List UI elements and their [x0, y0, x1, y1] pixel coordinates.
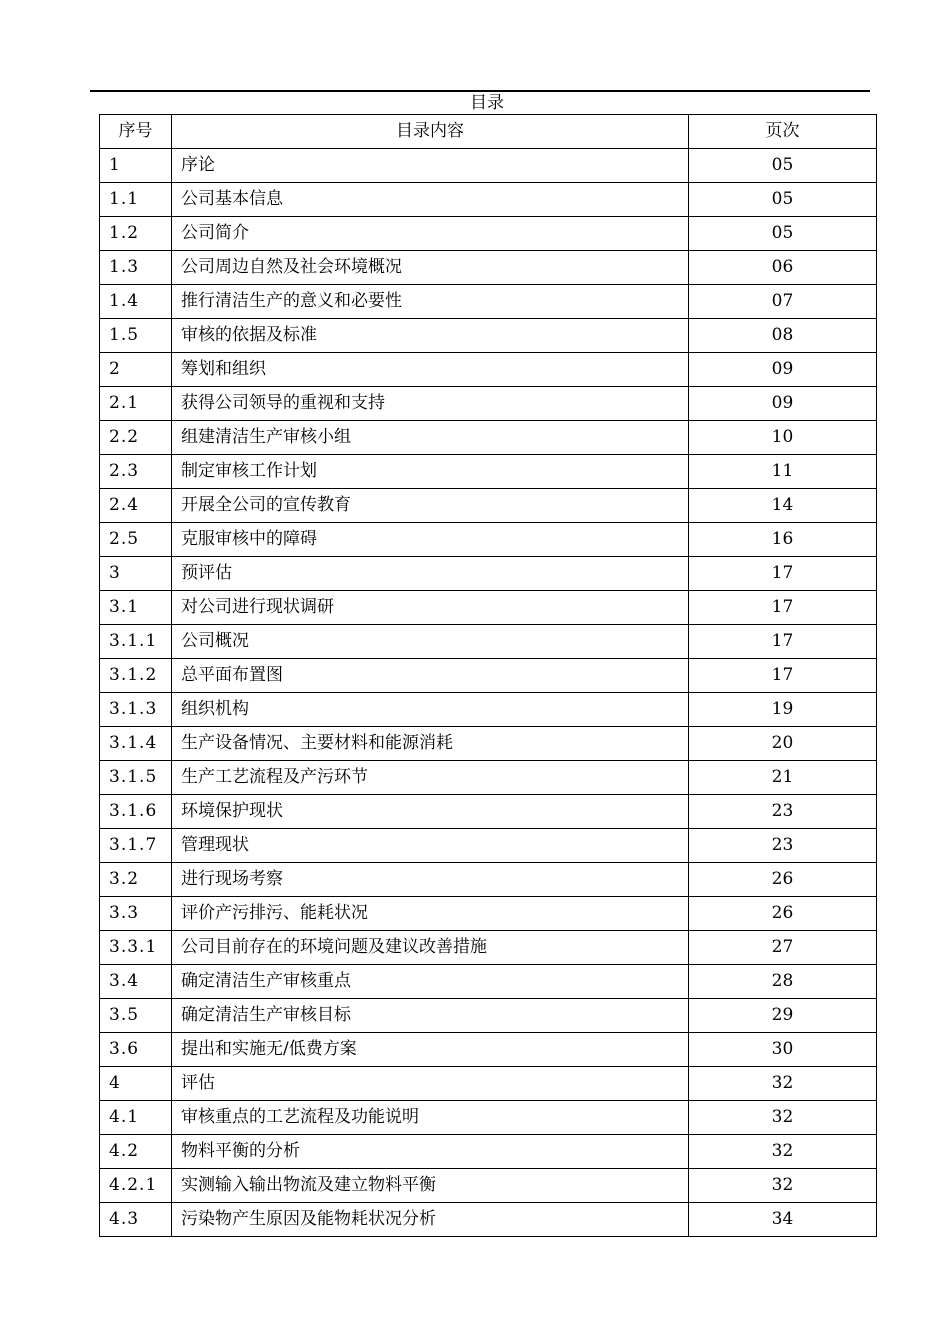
toc-page-cell: 17 — [689, 557, 877, 591]
toc-table-body — [100, 115, 877, 1237]
toc-page-cell: 23 — [689, 829, 877, 863]
toc-content-cell: 组织机构 — [172, 693, 689, 727]
toc-row — [100, 1169, 877, 1203]
toc-content-cell: 管理现状 — [172, 829, 689, 863]
toc-seq-cell: 1 — [100, 149, 172, 183]
toc-page-cell: 14 — [689, 489, 877, 523]
toc-content-cell: 评估 — [172, 1067, 689, 1101]
toc-seq-cell: 2.5 — [100, 523, 172, 557]
toc-page-cell: 10 — [689, 421, 877, 455]
toc-content-cell: 克服审核中的障碍 — [172, 523, 689, 557]
toc-page-cell: 32 — [689, 1067, 877, 1101]
toc-page-cell: 05 — [689, 183, 877, 217]
toc-row — [100, 829, 877, 863]
toc-seq-cell: 3.1.3 — [100, 693, 172, 727]
toc-row — [100, 1135, 877, 1169]
toc-page-cell: 32 — [689, 1135, 877, 1169]
toc-content-cell: 审核重点的工艺流程及功能说明 — [172, 1101, 689, 1135]
toc-page-cell: 17 — [689, 591, 877, 625]
toc-row — [100, 965, 877, 999]
toc-row — [100, 523, 877, 557]
toc-page-cell: 20 — [689, 727, 877, 761]
toc-seq-cell: 4.2 — [100, 1135, 172, 1169]
header-content: 目录内容 — [172, 115, 689, 149]
toc-seq-cell: 3.6 — [100, 1033, 172, 1067]
toc-seq-cell: 4 — [100, 1067, 172, 1101]
toc-content-cell: 物料平衡的分析 — [172, 1135, 689, 1169]
toc-row — [100, 727, 877, 761]
toc-page-cell: 05 — [689, 149, 877, 183]
toc-page-cell: 08 — [689, 319, 877, 353]
toc-content-cell: 组建清洁生产审核小组 — [172, 421, 689, 455]
toc-page-cell: 23 — [689, 795, 877, 829]
toc-row — [100, 455, 877, 489]
toc-seq-cell: 2.4 — [100, 489, 172, 523]
toc-content-cell: 生产设备情况、主要材料和能源消耗 — [172, 727, 689, 761]
toc-seq-cell: 4.1 — [100, 1101, 172, 1135]
toc-content-cell: 实测输入输出物流及建立物料平衡 — [172, 1169, 689, 1203]
toc-row — [100, 557, 877, 591]
toc-content-cell: 预评估 — [172, 557, 689, 591]
toc-content-cell: 生产工艺流程及产污环节 — [172, 761, 689, 795]
toc-seq-cell: 3.1 — [100, 591, 172, 625]
toc-row — [100, 489, 877, 523]
toc-row — [100, 863, 877, 897]
toc-row — [100, 659, 877, 693]
toc-page-cell: 21 — [689, 761, 877, 795]
toc-page-cell: 07 — [689, 285, 877, 319]
toc-page-cell: 19 — [689, 693, 877, 727]
toc-content-cell: 对公司进行现状调研 — [172, 591, 689, 625]
toc-table — [99, 114, 877, 1237]
toc-content-cell: 审核的依据及标准 — [172, 319, 689, 353]
toc-seq-cell: 3.5 — [100, 999, 172, 1033]
toc-row — [100, 693, 877, 727]
toc-page-cell: 29 — [689, 999, 877, 1033]
toc-row — [100, 421, 877, 455]
toc-content-cell: 污染物产生原因及能物耗状况分析 — [172, 1203, 689, 1237]
toc-row — [100, 999, 877, 1033]
toc-page-cell: 06 — [689, 251, 877, 285]
toc-page-cell: 26 — [689, 863, 877, 897]
toc-seq-cell: 1.3 — [100, 251, 172, 285]
toc-row — [100, 251, 877, 285]
toc-page-cell: 17 — [689, 625, 877, 659]
toc-row — [100, 353, 877, 387]
toc-seq-cell: 3.2 — [100, 863, 172, 897]
toc-seq-cell: 3 — [100, 557, 172, 591]
toc-row — [100, 149, 877, 183]
toc-seq-cell: 3.1.6 — [100, 795, 172, 829]
toc-content-cell: 制定审核工作计划 — [172, 455, 689, 489]
toc-page-cell: 32 — [689, 1101, 877, 1135]
toc-page-cell: 27 — [689, 931, 877, 965]
toc-title: 目录 — [470, 93, 504, 113]
toc-row — [100, 285, 877, 319]
toc-content-cell: 开展全公司的宣传教育 — [172, 489, 689, 523]
toc-seq-cell: 1.2 — [100, 217, 172, 251]
header-rule — [90, 90, 870, 92]
toc-content-cell: 确定清洁生产审核重点 — [172, 965, 689, 999]
toc-seq-cell: 3.3.1 — [100, 931, 172, 965]
toc-row — [100, 183, 877, 217]
toc-seq-cell: 3.1.5 — [100, 761, 172, 795]
toc-row — [100, 217, 877, 251]
toc-seq-cell: 2.3 — [100, 455, 172, 489]
toc-content-cell: 公司目前存在的环境问题及建议改善措施 — [172, 931, 689, 965]
toc-row — [100, 625, 877, 659]
toc-content-cell: 公司基本信息 — [172, 183, 689, 217]
toc-row — [100, 1067, 877, 1101]
toc-row — [100, 387, 877, 421]
toc-seq-cell: 1.5 — [100, 319, 172, 353]
toc-page-cell: 05 — [689, 217, 877, 251]
toc-seq-cell: 2.2 — [100, 421, 172, 455]
toc-content-cell: 总平面布置图 — [172, 659, 689, 693]
toc-row — [100, 761, 877, 795]
toc-page-cell: 32 — [689, 1169, 877, 1203]
toc-content-cell: 提出和实施无/低费方案 — [172, 1033, 689, 1067]
header-seq: 序号 — [100, 115, 172, 149]
toc-seq-cell: 2.1 — [100, 387, 172, 421]
toc-seq-cell: 3.4 — [100, 965, 172, 999]
toc-row — [100, 897, 877, 931]
toc-header-row — [100, 115, 877, 149]
toc-content-cell: 筹划和组织 — [172, 353, 689, 387]
toc-page-cell: 17 — [689, 659, 877, 693]
toc-content-cell: 公司简介 — [172, 217, 689, 251]
toc-content-cell: 获得公司领导的重视和支持 — [172, 387, 689, 421]
toc-seq-cell: 4.2.1 — [100, 1169, 172, 1203]
toc-seq-cell: 4.3 — [100, 1203, 172, 1237]
toc-seq-cell: 3.1.2 — [100, 659, 172, 693]
toc-seq-cell: 3.1.1 — [100, 625, 172, 659]
toc-content-cell: 公司周边自然及社会环境概况 — [172, 251, 689, 285]
toc-seq-cell: 1.4 — [100, 285, 172, 319]
toc-seq-cell: 2 — [100, 353, 172, 387]
toc-row — [100, 795, 877, 829]
toc-content-cell: 评价产污排污、能耗状况 — [172, 897, 689, 931]
toc-content-cell: 环境保护现状 — [172, 795, 689, 829]
toc-page-cell: 16 — [689, 523, 877, 557]
toc-seq-cell: 1.1 — [100, 183, 172, 217]
toc-page-cell: 30 — [689, 1033, 877, 1067]
header-page: 页次 — [689, 115, 877, 149]
toc-page-cell: 34 — [689, 1203, 877, 1237]
toc-content-cell: 公司概况 — [172, 625, 689, 659]
toc-row — [100, 1033, 877, 1067]
toc-seq-cell: 3.1.4 — [100, 727, 172, 761]
toc-row — [100, 1101, 877, 1135]
toc-content-cell: 进行现场考察 — [172, 863, 689, 897]
toc-content-cell: 推行清洁生产的意义和必要性 — [172, 285, 689, 319]
toc-row — [100, 591, 877, 625]
toc-content-cell: 确定清洁生产审核目标 — [172, 999, 689, 1033]
toc-row — [100, 931, 877, 965]
toc-row — [100, 1203, 877, 1237]
toc-seq-cell: 3.1.7 — [100, 829, 172, 863]
toc-page-cell: 28 — [689, 965, 877, 999]
toc-row — [100, 319, 877, 353]
toc-page-cell: 11 — [689, 455, 877, 489]
toc-content-cell: 序论 — [172, 149, 689, 183]
toc-page-cell: 09 — [689, 387, 877, 421]
toc-seq-cell: 3.3 — [100, 897, 172, 931]
toc-page-cell: 26 — [689, 897, 877, 931]
toc-page-cell: 09 — [689, 353, 877, 387]
